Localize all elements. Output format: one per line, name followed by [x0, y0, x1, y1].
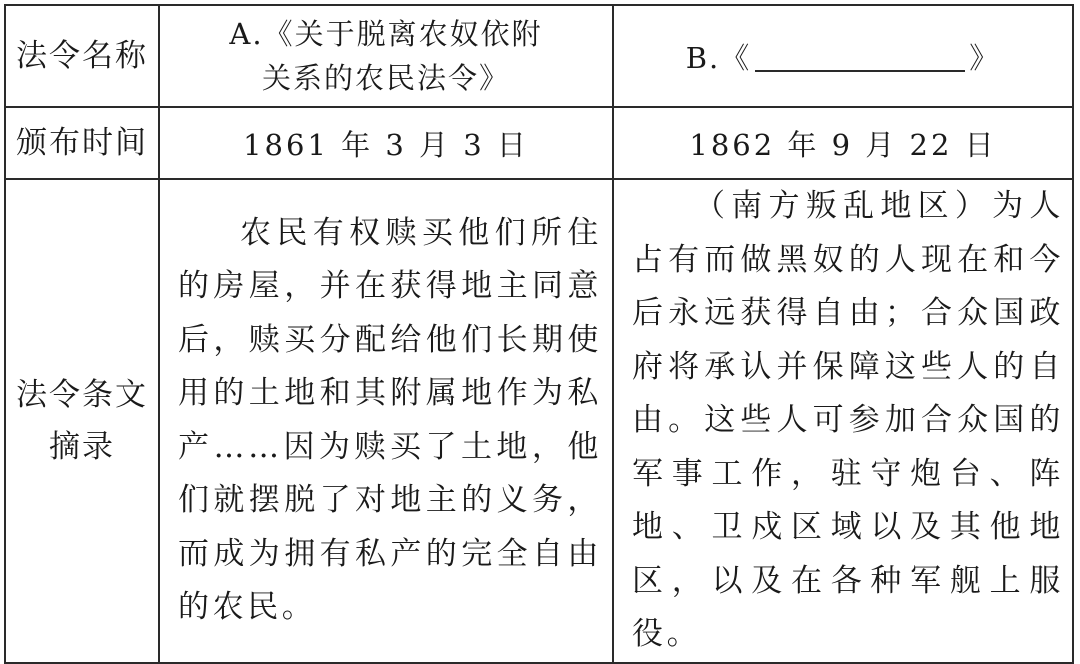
law-a-title-cell	[159, 5, 613, 107]
law-a-title-line1: A.《关于脱离农奴依附	[229, 17, 543, 51]
row-label-excerpt	[5, 179, 159, 663]
law-b-excerpt: （南方叛乱地区）为人占有而做黑奴的人现在和今后永远获得自由；合众国政府将承认并保障这些人的自由。这些人可参加合众国的军事工作，驻守炮台、阵地、卫戍区域以及其他地区，以及在各种军舰上服役。	[632, 188, 1064, 652]
row-label-name-text: 法令名称	[16, 38, 148, 74]
law-b-date: 1862 年 9 月 22 日	[613, 107, 1073, 179]
table-row-date	[5, 107, 1073, 179]
law-a-excerpt-cell	[159, 179, 613, 663]
law-a-date: 1861 年 3 月 3 日	[159, 107, 613, 179]
law-b-title-blank	[755, 40, 965, 72]
law-a-excerpt: 农民有权赎买他们所住的房屋，并在获得地主同意后，赎买分配给他们长期使用的土地和其附属地作为私产……因为赎买了土地，他们就摆脱了对地主的义务，而成为拥有私产的完全自由的农民。	[178, 214, 602, 626]
row-label-date-text: 颁布时间	[16, 125, 148, 161]
row-label-excerpt-line2: 摘录	[49, 428, 115, 465]
law-a-title-line2: 关系的农民法令》	[261, 61, 510, 95]
table-row-title	[5, 5, 1073, 107]
law-b-title-cell	[613, 5, 1073, 107]
row-label-date	[5, 107, 159, 179]
law-b-excerpt-cell	[613, 179, 1073, 663]
law-b-title-prefix: B.《	[685, 40, 752, 75]
law-comparison-table	[4, 4, 1074, 664]
law-b-title-suffix: 》	[969, 40, 1001, 75]
table-row-excerpt	[5, 179, 1073, 663]
row-label-excerpt-line1: 法令条文	[16, 376, 148, 413]
row-label-name	[5, 5, 159, 107]
